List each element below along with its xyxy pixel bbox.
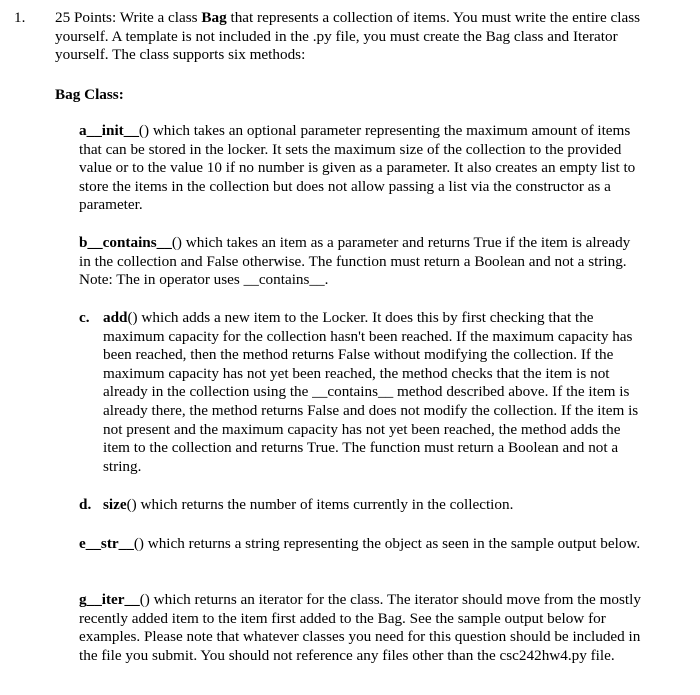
method-contains <box>79 234 642 290</box>
question-intro-a: Write a class <box>119 9 198 26</box>
method-label: d. <box>79 496 92 513</box>
question-number: 1. <box>14 9 26 26</box>
method-body <box>103 309 642 476</box>
method-size <box>79 496 642 515</box>
method-label: c. <box>79 309 90 326</box>
method-init <box>79 122 642 215</box>
question-points: 25 Points: <box>55 9 117 26</box>
class-name: Bag <box>201 9 227 26</box>
method-iter <box>79 591 642 665</box>
method-description: () which adds a new item to the Locker. It does this by first checking that the maximum capacity for the collection hasn't been reached. If the maximum capacity has been reached, then the method returns False without modifying the collection. If the maximum capacity has not yet been reached, the method checks that the item is not already in the collection using the __contains__ method described above. If the item is already there, the method returns False and does not modify the collection. If the item is not present and the maximum capacity has not yet been reached, the method adds the item to the collection and returns True. The function must return a Boolean and not a string. <box>103 309 639 475</box>
method-add <box>79 309 642 476</box>
method-description: () which takes an optional parameter representing the maximum amount of items that can be stored in the locker. It sets the maximum size of the collection to the provided value or to the value 10 if no number is given as a parameter. It also creates an empty list to store the items in the collection but does not allow passing a list via the constructor as a parameter. <box>79 122 636 214</box>
question-intro-b: that represents a collection of items. You must write the entire class yourself. A template is not included in the .py file, you must create the Bag class and Iterator yourself. The class supports six methods: <box>55 9 641 64</box>
method-description: () which returns the number of items currently in the collection. <box>126 496 514 513</box>
method-body <box>103 496 642 515</box>
method-description: () which returns a string representing the object as seen in the sample output below. <box>133 535 641 552</box>
method-description: () which returns an iterator for the class. The iterator should move from the mostly recently added item to the item first added to the Bag. See the sample output below for examples. Please note that whatever classes you need for this question should be included in the file you submit. You should not reference any files other than the csc242hw4.py file. <box>79 591 641 664</box>
method-name: size <box>103 496 127 513</box>
question-intro <box>14 9 644 65</box>
method-label: e__str__ <box>79 535 134 552</box>
method-str <box>79 535 642 554</box>
question-text <box>55 9 644 65</box>
method-name: add <box>103 309 128 326</box>
method-label: b__contains__ <box>79 234 172 251</box>
method-description: () which takes an item as a parameter and returns True if the item is already in the collection and False otherwise. The function must return a Boolean and not a string. Note: The in operator uses __contains__. <box>79 234 631 289</box>
method-label: a__init__ <box>79 122 139 139</box>
section-heading: Bag Class: <box>55 86 124 103</box>
method-label: g__iter__ <box>79 591 140 608</box>
